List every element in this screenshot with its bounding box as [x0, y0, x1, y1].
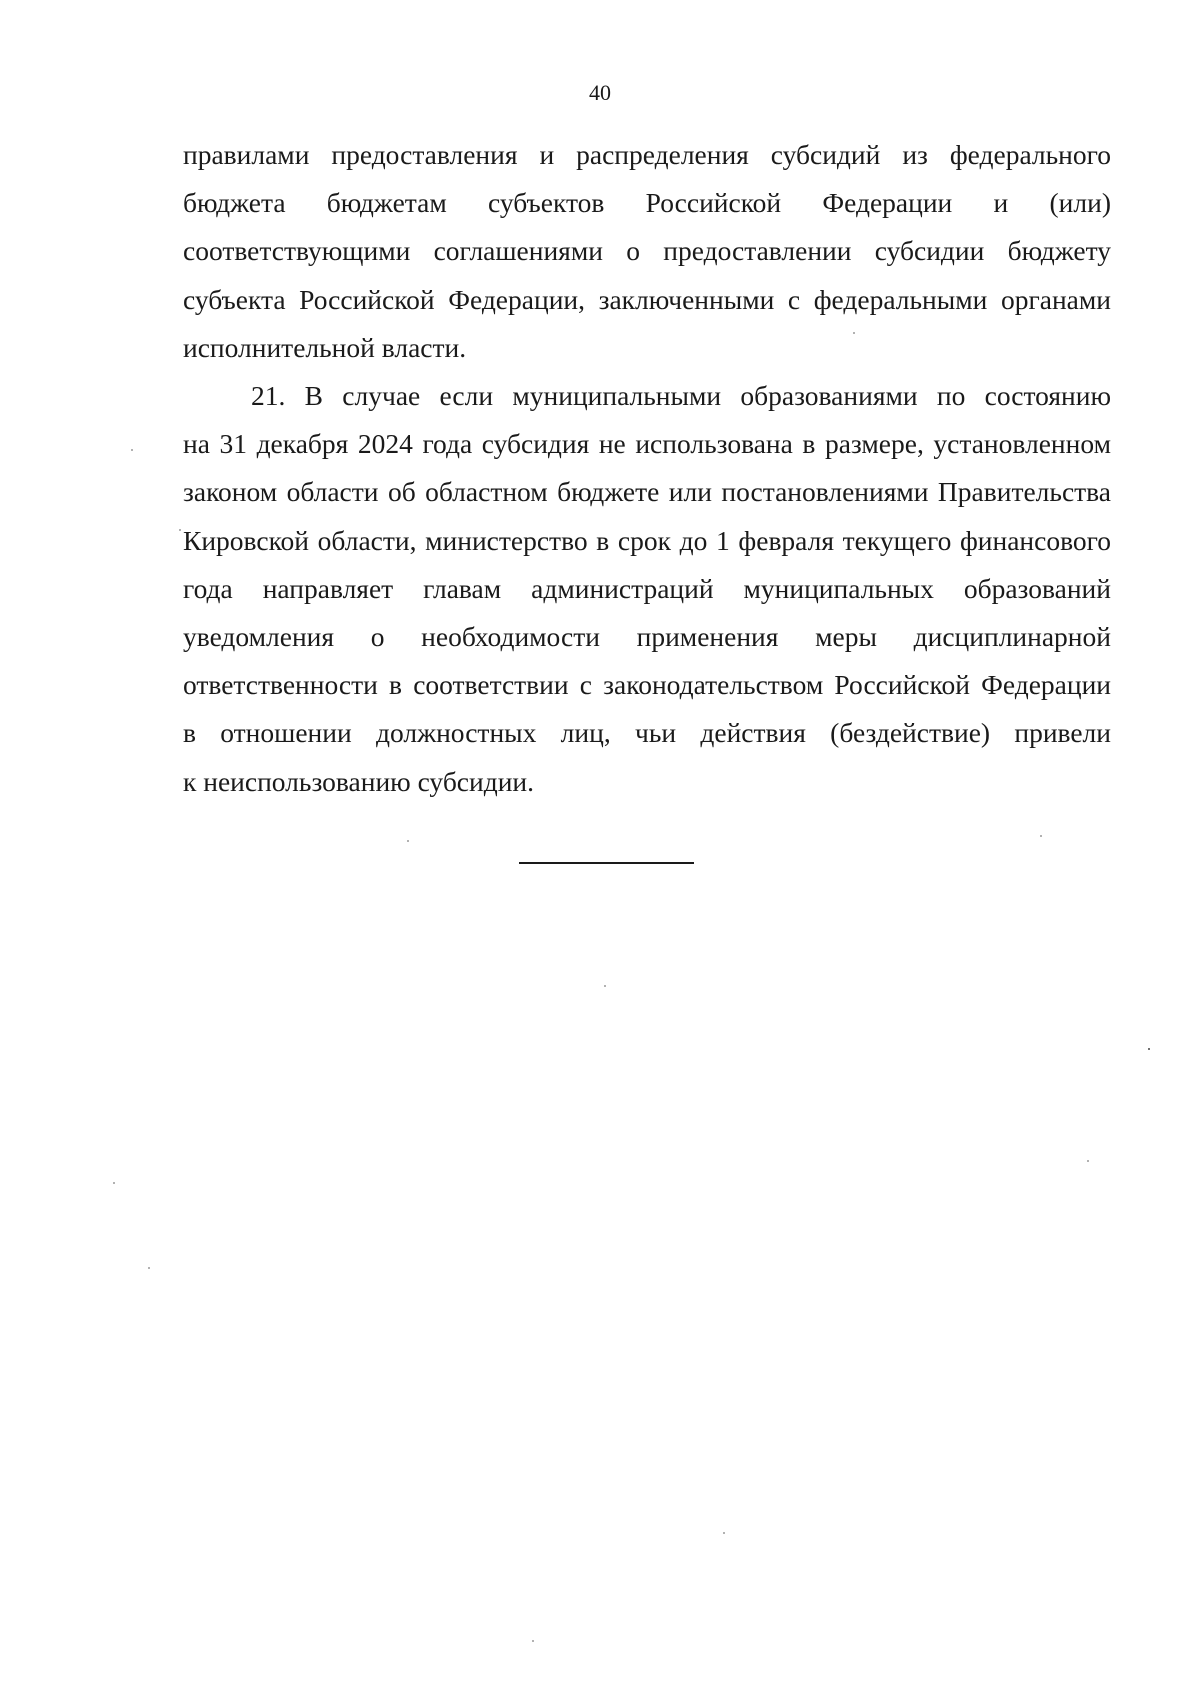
text-line: уведомления о необходимости применения меры дисциплинарной [183, 621, 1111, 653]
text-line: в отношении должностных лиц, чьи действия (бездействие) привели [183, 717, 1111, 749]
text-line: соответствующими соглашениями о предоставлении субсидии бюджету [183, 235, 1111, 267]
text-line: законом области об областном бюджете или постановлениями Правительства [183, 476, 1111, 508]
scan-speck [1148, 1048, 1150, 1050]
page-number: 40 [589, 80, 611, 105]
scan-speck [148, 1267, 150, 1269]
scan-speck [113, 1182, 115, 1184]
scan-speck [407, 840, 409, 842]
paragraph-continuation [183, 131, 1111, 372]
document-body [183, 131, 1111, 806]
text-line: бюджета бюджетам субъектов Российской Федерации и (или) [183, 187, 1111, 219]
paragraph-item-21 [183, 372, 1111, 806]
text-line: ответственности в соответствии с законодательством Российской Федерации [183, 669, 1111, 701]
scan-speck [131, 449, 133, 451]
scan-speck [723, 1532, 725, 1534]
text-line: года направляет главам администраций муниципальных образований [183, 572, 1111, 604]
scan-speck [532, 1640, 534, 1642]
scan-speck [604, 985, 606, 987]
scan-speck [853, 332, 855, 334]
text-line: Кировской области, министерство в срок до 1 февраля текущего финансового [183, 524, 1111, 556]
text-line: исполнительной власти. [183, 331, 467, 363]
scan-speck [1040, 835, 1042, 837]
text-line: субъекта Российской Федерации, заключенными с федеральными органами [183, 283, 1111, 315]
text-line: правилами предоставления и распределения субсидий из федерального [183, 139, 1111, 170]
text-line: 21. В случае если муниципальными образованиями по состоянию [251, 380, 1111, 412]
scan-speck [1087, 1160, 1089, 1162]
scan-speck [179, 529, 181, 531]
text-line: к неиспользованию субсидии. [183, 765, 535, 797]
end-of-document-rule [519, 862, 694, 864]
text-line: на 31 декабря 2024 года субсидия не использована в размере, установленном [183, 428, 1111, 460]
